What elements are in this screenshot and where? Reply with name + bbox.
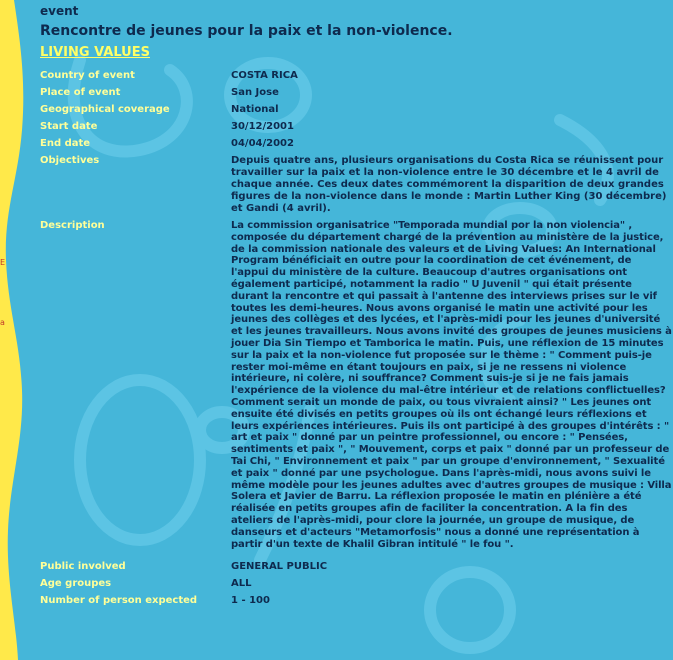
field-value: COSTA RICA <box>231 70 298 81</box>
field-label: End date <box>40 138 91 149</box>
field-label: Country of event <box>40 70 135 81</box>
event-heading: event <box>40 4 79 18</box>
field-label: Place of event <box>40 87 121 98</box>
field-value: National <box>231 104 279 115</box>
field-value: 1 - 100 <box>231 595 270 606</box>
organization-link[interactable]: LIVING VALUES <box>40 45 150 60</box>
edge-mark-a: a <box>0 318 5 327</box>
field-label: Public involved <box>40 561 126 572</box>
field-label: Description <box>40 220 105 231</box>
field-label: Objectives <box>40 155 100 166</box>
field-value: Depuis quatre ans, plusieurs organisations du Costa Rica se réunissent pour travailler sur la paix et la non-violence entre le 30 décembre et le 4 avril de chaque année. Ces deux dates commémorent la disparition de deux grandes figures de la non-violence dans le monde : Martin Luther King (30 décembre) et Gandi (4 avril). <box>231 155 667 214</box>
field-value: 30/12/2001 <box>231 121 294 132</box>
field-label: Age groupes <box>40 578 112 589</box>
field-value: 04/04/2002 <box>231 138 294 149</box>
yellow-wavy-edge <box>0 0 30 660</box>
edge-mark-e: E <box>0 258 6 267</box>
field-label: Geographical coverage <box>40 104 170 115</box>
field-value: San Jose <box>231 87 279 98</box>
field-value: ALL <box>231 578 252 589</box>
page-title: Rencontre de jeunes pour la paix et la non-violence. <box>40 23 453 39</box>
field-value: La commission organisatrice "Temporada mundial por la non violencia" , composée du département chargé de la prévention au ministère de la justice, de la commission nationale des valeurs et de Living Values: An International Program bénéficiait en outre pour la coordination de cet événement, de l'appui du ministère de la culture. Beaucoup d'autres organisations ont également participé, notamment la radio " U Juvenil " qui était présente durant la rencontre et qui passait à l'antenne des interviews prises sur le vif toutes les demi-heures. Nous avons organisé le matin une activité pour les jeunes des collèges et des lycées, et l'après-midi pour les jeunes d'université et les jeunes travailleurs. Nous avons invité des groupes de jeunes musiciens à jouer Dia Sin Tiempo et Tamborica le matin. Puis, une réflexion de 15 minutes sur la paix et la non-violence fut proposée sur le thème : " Comment puis-je rester moi-même en étant toujours en paix, si je ne ressens ni violence intérieure, ni colère, ni souffrance? Comment suis-je si je ne fais jamais l'expérience de la violence du mal-être intérieur et de relations conflictuelles? Comment serait un monde de paix, ou tous vivraient ainsi? " Les jeunes ont ensuite été divisés en petits groupes où ils ont échangé leurs réflexions et leurs expériences intérieures. Puis ils ont participé à des groupes d'intérêts : " art et paix " donné par un peintre professionnel, ou encore : " Pensées, sentiments et paix ", " Mouvement, corps et paix " donné par un professeur de Tai Chi, " Environnement et paix " par un groupe d'environnement, " Sexualité et paix " donné par une psychologue. Dans l'après-midi, nous avons suivi le même modèle pour les jeunes adultes avec d'autres groupes de musique : Villa Solera et Javier de Barru. La réflexion proposée le matin en plénière a été réalisée en petits groupes afin de faciliter la concentration. A la fin des ateliers de l'après-midi, pour clore la journée, un groupe de musique, de danseurs et d'acteurs "Metamorfosis" nous a donné une représentation à partir d'un texte de Khalil Gibran intitulé " le fou ". <box>231 220 672 550</box>
field-label: Number of person expected <box>40 595 198 606</box>
field-label: Start date <box>40 121 98 132</box>
field-value: GENERAL PUBLIC <box>231 561 328 572</box>
